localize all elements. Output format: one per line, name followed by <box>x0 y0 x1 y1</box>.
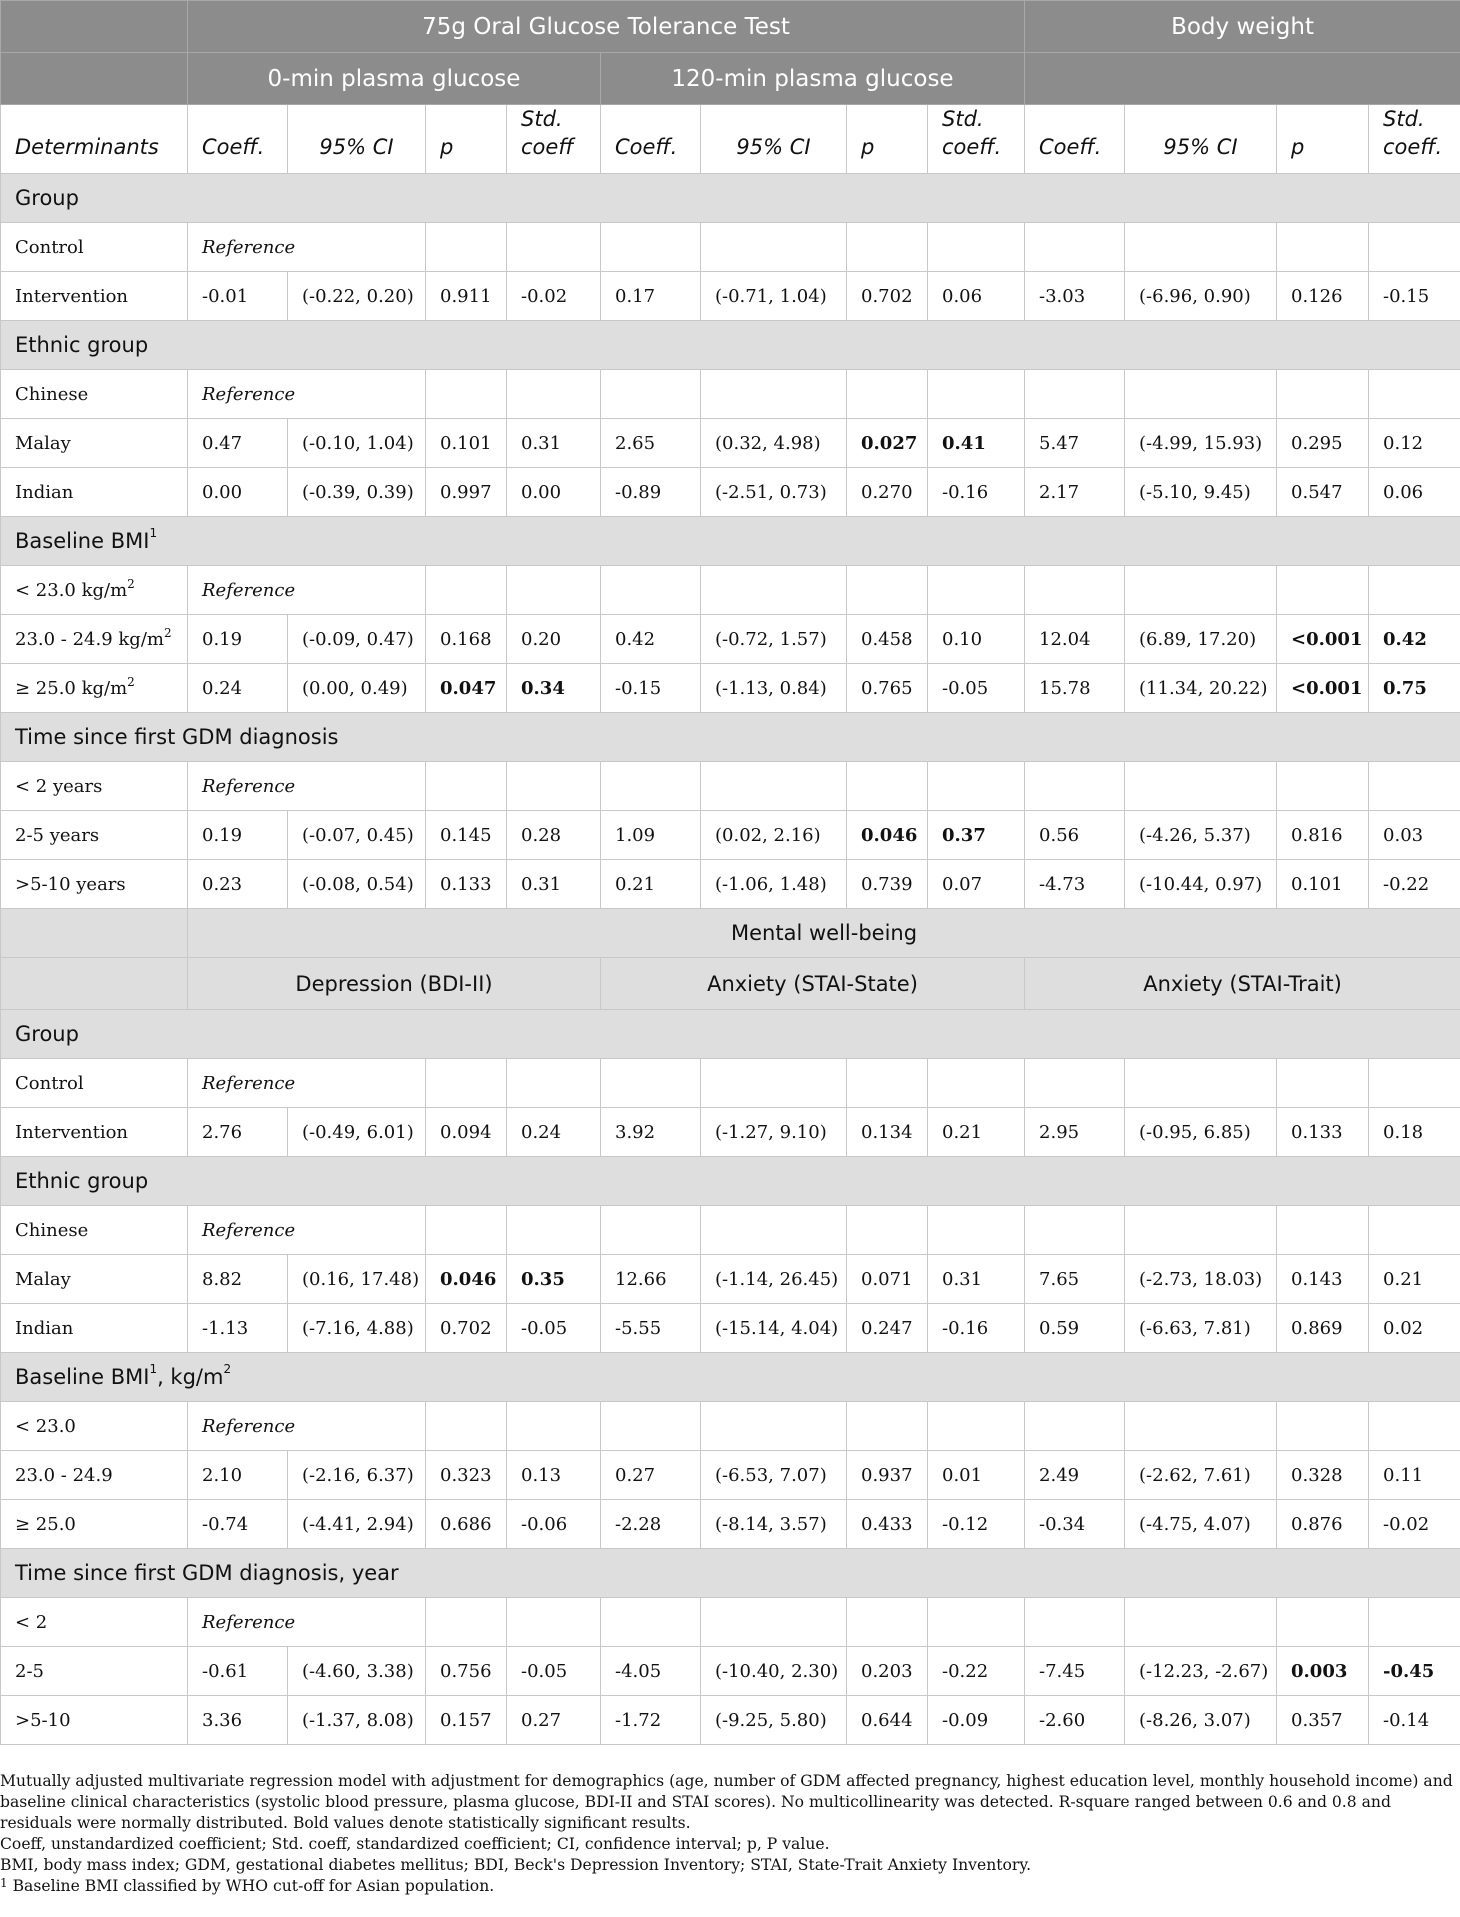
section-ethnic-group: Ethnic group <box>1 321 1460 370</box>
table-row-time-lt2: < 2 Reference <box>1 1598 1460 1647</box>
col-ci: 95% CI <box>288 105 426 174</box>
table-row-bmi-low: < 23.0 $kg/m^2$ Reference <box>1 566 1460 615</box>
glucose-0-header: 0-min plasma glucose <box>188 53 601 105</box>
table-row-bmi-high: ≥ 25.0 $kg/m^2$ 0.24 (0.00, 0.49) 0.047 0.34 -0.15 (-1.13, 0.84) 0.765 -0.05 15.78 (11.34, 20.22) <0.001 0.75 <box>1 664 1460 713</box>
reference-cell: Reference <box>188 566 426 615</box>
reference-cell: Reference <box>188 1598 426 1647</box>
reference-cell: Reference <box>188 1402 426 1451</box>
header-empty-cell <box>1 53 188 105</box>
anxiety-trait-header: Anxiety (STAI-Trait) <box>1025 958 1460 1010</box>
reference-cell: Reference <box>188 1059 426 1108</box>
table-row-bmi-high: ≥ 25.0 -0.74 (-4.41, 2.94) 0.686 -0.06 -2.28 (-8.14, 3.57) 0.433 -0.12 -0.34 (-4.75, 4.07) 0.876 -0.02 <box>1 1500 1460 1549</box>
depression-header: Depression (BDI-II) <box>188 958 601 1010</box>
column-header-row <box>1 105 1460 174</box>
ogtt-header: 75g Oral Glucose Tolerance Test <box>188 1 1025 53</box>
footnote-model: Mutually adjusted multivariate regression model with adjustment for demographics (age, number of GDM affected pregnancy, highest education level, monthly household income) and baseline clinical characteristics (systolic blood pressure, plasma glucose, BDI-II and STAI scores). No multicollinearity was detected. R-square ranged between 0.6 and 0.8 and residuals were normally distributed. Bold values denote statistically significant results. <box>0 1772 1453 1832</box>
col-ci: 95% CI <box>1125 105 1277 174</box>
table-row-indian: Indian 0.00 (-0.39, 0.39) 0.997 0.00 -0.89 (-2.51, 0.73) 0.270 -0.16 2.17 (-5.10, 9.45) 0.547 0.06 <box>1 468 1460 517</box>
glucose-120-header: 120-min plasma glucose <box>601 53 1025 105</box>
table-footnotes <box>0 1771 1458 1897</box>
col-std-coeff: Std. coeff <box>507 105 601 174</box>
section-time-since-gdm: Time since first GDM diagnosis, year <box>1 1549 1460 1598</box>
footnote-abbrev-2: BMI, body mass index; GDM, gestational diabetes mellitus; BDI, Beck's Depression Inventory; STAI, State-Trait Anxiety Inventory. <box>0 1856 1032 1874</box>
section-group: Group <box>1 1010 1460 1059</box>
table-row-chinese: Chinese Reference <box>1 1206 1460 1255</box>
table-row-intervention: Intervention -0.01 (-0.22, 0.20) 0.911 -0.02 0.17 (-0.71, 1.04) 0.702 0.06 -3.03 (-6.96, 0.90) 0.126 -0.15 <box>1 272 1460 321</box>
table-row-indian: Indian -1.13 (-7.16, 4.88) 0.702 -0.05 -5.55 (-15.14, 4.04) 0.247 -0.16 0.59 (-6.63, 7.81) 0.869 0.02 <box>1 1304 1460 1353</box>
table-row-time-5-10: >5-10 3.36 (-1.37, 8.08) 0.157 0.27 -1.72 (-9.25, 5.80) 0.644 -0.09 -2.60 (-8.26, 3.07) 0.357 -0.14 <box>1 1696 1460 1745</box>
col-std-coeff: Std. coeff. <box>1369 105 1460 174</box>
table-row-bmi-low: < 23.0 Reference <box>1 1402 1460 1451</box>
reference-cell: Reference <box>188 1206 426 1255</box>
col-coeff: Coeff. <box>1025 105 1125 174</box>
mental-wellbeing-header-row <box>1 909 1460 958</box>
table-row-time-5-10: >5-10 years 0.23 (-0.08, 0.54) 0.133 0.31 0.21 (-1.06, 1.48) 0.739 0.07 -4.73 (-10.44, 0.97) 0.101 -0.22 <box>1 860 1460 909</box>
col-coeff: Coeff. <box>188 105 288 174</box>
body-weight-header: Body weight <box>1025 1 1460 53</box>
table-row-intervention: Intervention 2.76 (-0.49, 6.01) 0.094 0.24 3.92 (-1.27, 9.10) 0.134 0.21 2.95 (-0.95, 6.85) 0.133 0.18 <box>1 1108 1460 1157</box>
table-row-bmi-mid: 23.0 - 24.9 2.10 (-2.16, 6.37) 0.323 0.13 0.27 (-6.53, 7.07) 0.937 0.01 2.49 (-2.62, 7.61) 0.328 0.11 <box>1 1451 1460 1500</box>
table-row-time-2-5: 2-5 years 0.19 (-0.07, 0.45) 0.145 0.28 1.09 (0.02, 2.16) 0.046 0.37 0.56 (-4.26, 5.37) 0.816 0.03 <box>1 811 1460 860</box>
col-p: p <box>847 105 928 174</box>
footnote-abbrev-1: Coeff, unstandardized coefficient; Std. coeff, standardized coefficient; CI, confidence interval; p, P value. <box>0 1835 830 1853</box>
anxiety-state-header: Anxiety (STAI-State) <box>601 958 1025 1010</box>
footnote-bmi: $^1$ Baseline BMI classified by WHO cut-off for Asian population. <box>0 1876 495 1895</box>
section-group: Group <box>1 174 1460 223</box>
table-row-control: Control Reference <box>1 223 1460 272</box>
reference-cell: Reference <box>188 223 426 272</box>
header-empty-cell <box>1 1 188 53</box>
table-row-chinese: Chinese Reference <box>1 370 1460 419</box>
header-row-2 <box>1 53 1460 105</box>
table-row-time-2-5: 2-5 -0.61 (-4.60, 3.38) 0.756 -0.05 -4.05 (-10.40, 2.30) 0.203 -0.22 -7.45 (-12.23, -2.67) 0.003 -0.45 <box>1 1647 1460 1696</box>
reference-cell: Reference <box>188 370 426 419</box>
section-baseline-bmi: Baseline BMI$^1$ <box>1 517 1460 566</box>
col-ci: 95% CI <box>701 105 847 174</box>
table-row-control: Control Reference <box>1 1059 1460 1108</box>
mental-wellbeing-header: Mental well-being <box>188 909 1460 958</box>
header-row-1 <box>1 1 1460 53</box>
col-p: p <box>1277 105 1369 174</box>
section-time-since-gdm: Time since first GDM diagnosis <box>1 713 1460 762</box>
header-empty-cell <box>1025 53 1460 105</box>
table-row-time-lt2: < 2 years Reference <box>1 762 1460 811</box>
reference-cell: Reference <box>188 762 426 811</box>
col-coeff: Coeff. <box>601 105 701 174</box>
table-row-bmi-mid: 23.0 - 24.9 $kg/m^2$ 0.19 (-0.09, 0.47) 0.168 0.20 0.42 (-0.72, 1.57) 0.458 0.10 12.04 (6.89, 17.20) <0.001 0.42 <box>1 615 1460 664</box>
section-ethnic-group: Ethnic group <box>1 1157 1460 1206</box>
col-determinants: Determinants <box>1 105 188 174</box>
mental-subheader-row <box>1 958 1460 1010</box>
col-std-coeff: Std. coeff. <box>928 105 1025 174</box>
section-baseline-bmi: Baseline BMI$^1$, $kg/m^2$ <box>1 1353 1460 1402</box>
table-row-malay: Malay 0.47 (-0.10, 1.04) 0.101 0.31 2.65 (0.32, 4.98) 0.027 0.41 5.47 (-4.99, 15.93) 0.295 0.12 <box>1 419 1460 468</box>
col-p: p <box>426 105 507 174</box>
table-row-malay: Malay 8.82 (0.16, 17.48) 0.046 0.35 12.66 (-1.14, 26.45) 0.071 0.31 7.65 (-2.73, 18.03) 0.143 0.21 <box>1 1255 1460 1304</box>
